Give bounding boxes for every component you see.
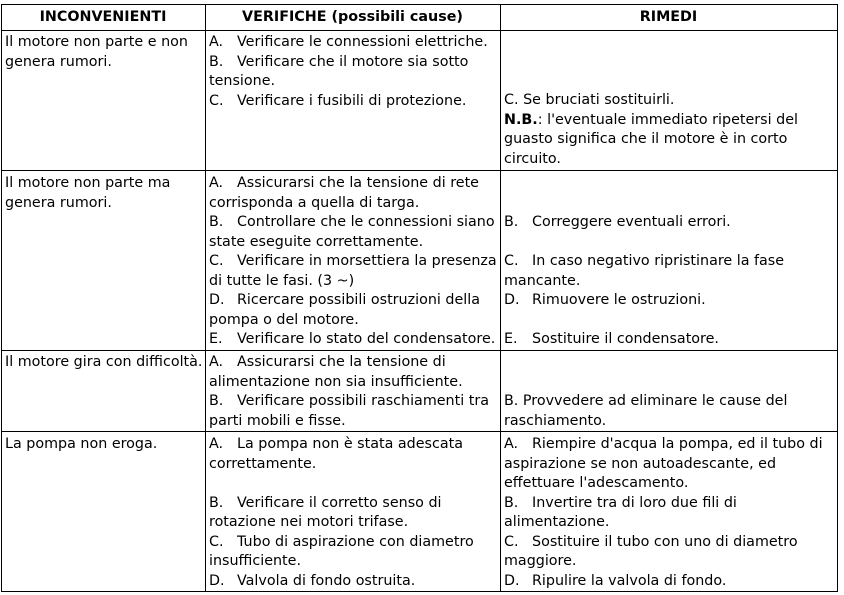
remedy-text: B. Provvedere ad eliminare le cause del — [504, 393, 788, 409]
item-text: Rimuovere le ostruzioni. — [532, 292, 706, 308]
remedy-text: raschiamento. — [504, 412, 607, 429]
item-letter: E. — [209, 331, 223, 347]
item-letter: A. — [209, 436, 224, 452]
problem-text: genera rumori. — [5, 53, 112, 70]
header-rimedi: RIMEDI — [639, 9, 698, 25]
item-text: In caso negativo ripristinare la fase — [532, 253, 785, 269]
check-item — [209, 353, 489, 373]
item-text: Verificare in morsettiera la presenza — [237, 253, 497, 269]
check-item — [209, 213, 497, 233]
item-text-continued: insufficiente. — [209, 553, 302, 569]
item-text: Verificare il corretto senso di — [237, 494, 442, 511]
problem-cell — [5, 174, 170, 213]
problem-text: Il motore non parte ma — [5, 175, 171, 191]
item-text-continued: parti mobili e fisse. — [209, 412, 346, 429]
item-text: Riempire d'acqua la pompa, ed il tubo di — [532, 436, 823, 452]
nb-text-continued: guasto significa che il motore è in corto — [504, 131, 788, 147]
item-letter: D. — [209, 572, 225, 589]
nb-text: : l'eventuale immediato ripetersi del — [537, 111, 798, 128]
item-text-continued: tensione. — [209, 73, 276, 89]
checks-cell — [209, 174, 497, 350]
item-text: Verificare che il motore sia sotto — [237, 53, 469, 70]
check-item — [209, 435, 474, 455]
checks-cell — [209, 353, 489, 431]
item-letter: C. — [209, 253, 224, 269]
remedy-item — [504, 330, 784, 350]
check-item — [209, 291, 497, 311]
remedy-cell — [504, 91, 798, 169]
checks-cell — [209, 33, 488, 111]
nb-text-continued: circuito. — [504, 150, 561, 167]
item-letter: B. — [209, 53, 224, 70]
remedy-item — [504, 213, 784, 233]
item-text-continued: maggiore. — [504, 553, 577, 569]
problem-text: Il motore non parte e non — [5, 34, 188, 50]
item-text: Assicurarsi che la tensione di rete — [237, 175, 479, 191]
remedy-cell — [504, 213, 784, 350]
item-letter: A. — [209, 34, 224, 50]
item-letter: C. — [209, 533, 224, 550]
problem-cell — [5, 353, 202, 373]
column-divider — [500, 4, 501, 592]
item-letter: A. — [209, 175, 224, 191]
remedy-item — [504, 494, 823, 514]
item-letter: A. — [209, 354, 224, 370]
column-divider — [205, 4, 206, 592]
item-letter: B. — [504, 494, 519, 511]
problem-text: genera rumori. — [5, 194, 112, 211]
item-text: Verificare lo stato del condensatore. — [237, 331, 496, 347]
item-text-continued: mancante. — [504, 272, 581, 289]
item-letter: D. — [504, 292, 520, 308]
nb-note — [504, 111, 798, 131]
check-item — [209, 572, 474, 592]
problem-text: La pompa non eroga. — [5, 436, 158, 452]
item-text: Controllare che le connessioni siano — [237, 214, 495, 230]
item-text: Assicurarsi che la tensione di — [237, 354, 446, 370]
check-item — [209, 494, 474, 514]
item-text-continued: rotazione nei motori trifase. — [209, 514, 409, 530]
item-text-continued: pompa o del motore. — [209, 311, 359, 328]
item-text-continued: effettuare l'adescamento. — [504, 475, 689, 491]
item-letter: B. — [209, 214, 224, 230]
item-text-continued: alimentazione non sia insufficiente. — [209, 373, 463, 390]
item-letter: C. — [504, 253, 519, 269]
item-letter: D. — [209, 292, 225, 308]
item-text-continued: di tutte le fasi. (3 ~) — [209, 272, 355, 289]
row-divider — [1, 431, 837, 432]
item-text: Verificare le connessioni elettriche. — [237, 34, 488, 50]
check-item — [209, 533, 474, 553]
table-border-left — [1, 4, 2, 592]
table-border-right — [837, 4, 838, 592]
item-text: Valvola di fondo ostruita. — [237, 572, 416, 589]
item-letter: C. — [209, 92, 224, 109]
remedy-item — [504, 435, 823, 455]
item-letter: D. — [504, 572, 520, 589]
header-verifiche: VERIFICHE (possibili cause) — [242, 9, 463, 25]
remedy-item — [504, 291, 784, 311]
remedy-cell — [504, 435, 823, 591]
table-border-bottom — [1, 591, 837, 592]
check-item — [209, 252, 497, 272]
item-text-continued: alimentazione. — [504, 514, 610, 530]
problem-text: Il motore gira con difficoltà. — [5, 354, 203, 370]
table-border-top — [1, 4, 837, 5]
header-divider — [1, 30, 837, 31]
item-text-continued: corrisponda a quella di targa. — [209, 194, 420, 211]
remedy-text: C. Se bruciati sostituirli. — [504, 92, 675, 108]
item-text: Ripulire la valvola di fondo. — [532, 572, 727, 589]
check-item — [209, 330, 497, 350]
item-letter: E. — [504, 331, 518, 347]
remedy-item — [504, 252, 784, 272]
check-item — [209, 33, 488, 53]
item-letter: A. — [504, 436, 519, 452]
item-text: Ricercare possibili ostruzioni della — [237, 292, 480, 308]
nb-label: N.B. — [504, 111, 538, 128]
remedy-cell — [504, 392, 787, 431]
problem-cell — [5, 33, 188, 72]
item-text: Tubo di aspirazione con diametro — [237, 533, 474, 550]
check-item — [209, 53, 488, 73]
item-letter: B. — [504, 214, 519, 230]
remedy-item — [504, 572, 823, 592]
item-text-continued: correttamente. — [209, 455, 317, 472]
item-letter: B. — [209, 393, 224, 409]
check-item — [209, 174, 497, 194]
item-text: Sostituire il condensatore. — [532, 331, 719, 347]
check-item — [209, 92, 488, 112]
checks-cell — [209, 435, 474, 591]
item-text: Verificare possibili raschiamenti tra — [237, 393, 489, 409]
remedy-item — [504, 533, 823, 553]
item-text: Invertire tra di loro due fili di — [532, 494, 737, 511]
item-letter: C. — [504, 533, 519, 550]
check-item — [209, 392, 489, 412]
item-letter: B. — [209, 494, 224, 511]
item-text: La pompa non è stata adescata — [237, 436, 463, 452]
row-divider — [1, 170, 837, 171]
item-text-continued: state eseguite correttamente. — [209, 233, 424, 250]
header-inconvenienti: INCONVENIENTI — [39, 9, 167, 25]
item-text-continued: aspirazione se non autoadescante, ed — [504, 455, 777, 472]
problem-cell — [5, 435, 157, 455]
item-text: Verificare i fusibili di protezione. — [237, 92, 467, 109]
item-text: Correggere eventuali errori. — [532, 214, 731, 230]
item-text: Sostituire il tubo con uno di diametro — [532, 533, 798, 550]
row-divider — [1, 350, 837, 351]
